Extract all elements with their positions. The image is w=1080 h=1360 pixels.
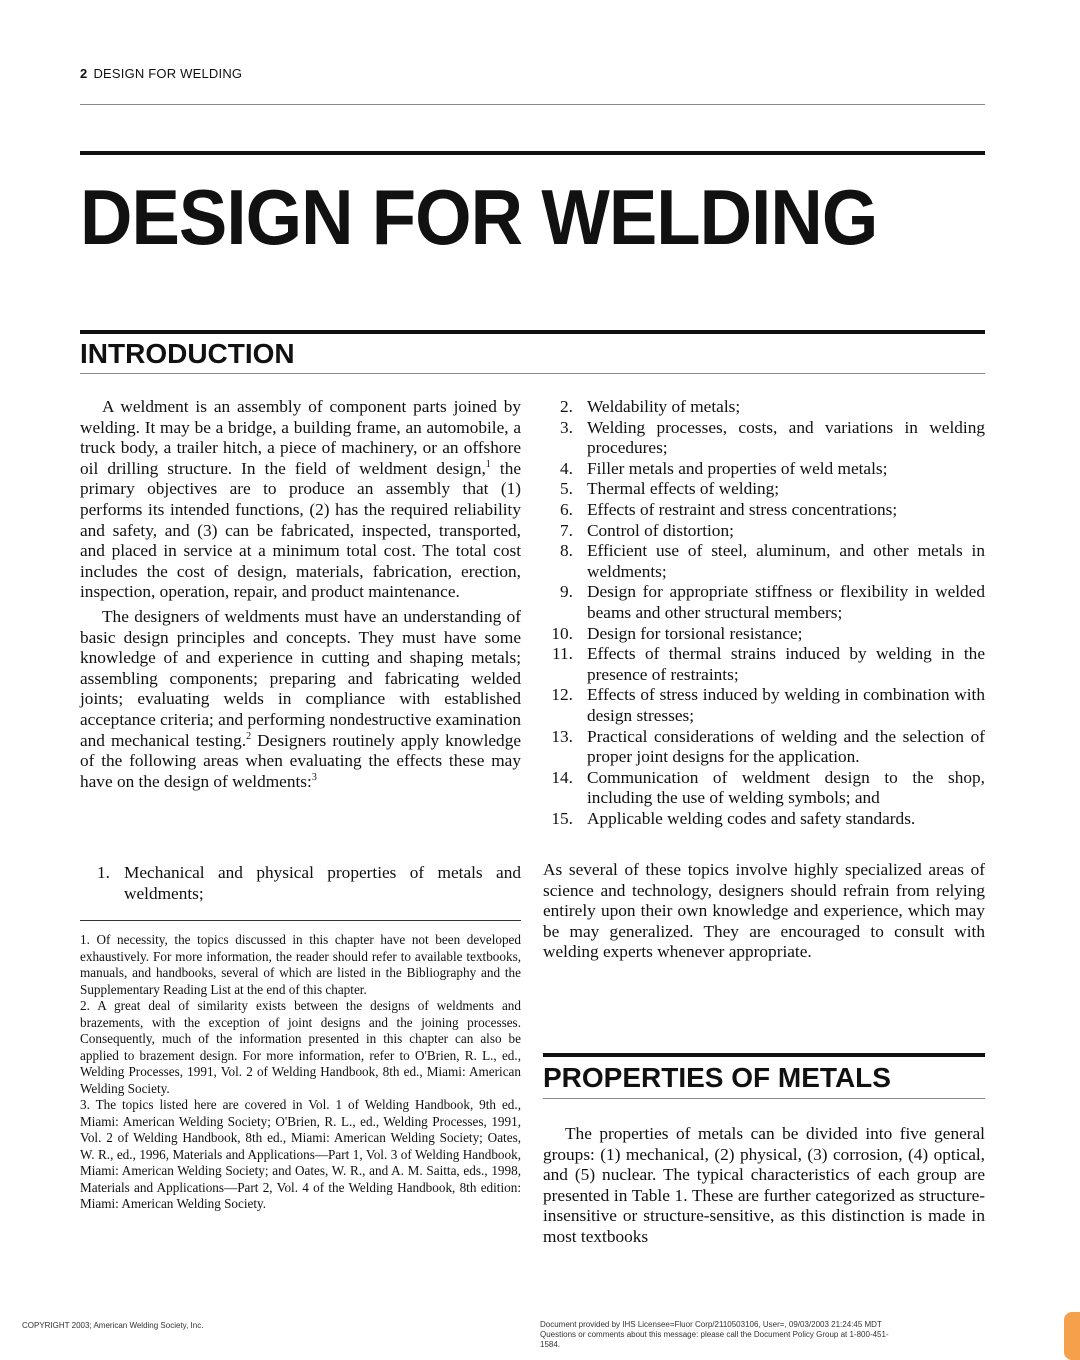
- list-item: [543, 727, 985, 768]
- list-item-text: Filler metals and properties of weld metals;: [587, 458, 888, 478]
- list-item-text: Practical considerations of welding and the selection of proper joint designs for the application.: [587, 726, 985, 767]
- list-item-number: 12.: [551, 685, 573, 705]
- page-number: 2: [80, 66, 88, 81]
- list-item-number: 9.: [560, 582, 573, 602]
- scroll-tab[interactable]: [1064, 1312, 1080, 1360]
- list-item-number: 1.: [97, 863, 110, 882]
- list-item-number: 7.: [560, 520, 573, 540]
- list-item-text: Design for torsional resistance;: [587, 623, 803, 643]
- list-item-number: 15.: [551, 808, 573, 828]
- list-item-number: 8.: [560, 541, 573, 561]
- list-item-number: 4.: [560, 458, 573, 478]
- running-head-title: DESIGN FOR WELDING: [93, 66, 243, 81]
- list-item-text: Thermal effects of welding;: [587, 479, 780, 499]
- footnote-rule: [80, 920, 521, 921]
- list-item: [543, 809, 985, 830]
- intro-paragraph-1: A weldment is an assembly of component parts joined by welding. It may be a bridge, a building frame, an automobile, a truck body, a trailer hitch, a piece of machinery, or an offshore oil drilling structure. In the field of weldment design,$^1$ the primary objectives are to produce an assembly that (1) performs its intended functions, (2) has the required reliability and safety, and (3) can be fabricated, inspected, transported, and placed in service at a minimum total cost. The total cost includes the cost of design, materials, fabrication, erection, inspection, operation, repair, and product maintenance.: [80, 397, 522, 602]
- list-item-text: Communication of weldment design to the shop, including the use of welding symbols; and: [587, 767, 985, 808]
- intro-heading-underline: [80, 373, 985, 374]
- list-item: [543, 685, 985, 726]
- intro-list-left: [80, 863, 521, 904]
- list-item-text: Control of distortion;: [587, 520, 734, 540]
- intro-heading-rule: [80, 330, 985, 334]
- list-item-number: 3.: [560, 417, 573, 437]
- list-item: [543, 768, 985, 809]
- footnote-3: 3. The topics listed here are covered in Vol. 1 of Welding Handbook, 9th ed., Miami: American Welding Society; O'Brien, R. L., ed., Welding Processes, 1991, Vol. 2 of Welding Handbook, 8th ed., Miami: American Welding Society; Oates, W. R., ed., 1996, Materials and Applications—Part 1, Vol. 3 of Welding Handbook, Miami: American Welding Society; and Oates, W. R., and A. M. Saitta, eds., 1998, Materials and Applications—Part 2, Vol. 4 of the Welding Handbook, 8th edition: Miami: American Welding Society.: [80, 1097, 521, 1211]
- properties-heading: PROPERTIES OF METALS: [543, 1062, 891, 1093]
- list-item: [543, 541, 985, 582]
- footnote-2: 2. A great deal of similarity exists between the designs of weldments and brazements, with the exception of joint designs and the joining processes. Consequently, much of the information presented in this chapter can also be applied to brazement design. For more information, refer to O'Brien, R. L., ed., Welding Processes, 1991, Vol. 2 of Welding Handbook, 8th ed., Miami: American Welding Society.: [80, 998, 521, 1096]
- list-item-text: Welding processes, costs, and variations in welding procedures;: [587, 417, 985, 458]
- list-item: [543, 479, 985, 500]
- properties-column: [543, 1124, 985, 1248]
- properties-heading-rule: [543, 1053, 985, 1057]
- list-item-number: 11.: [552, 644, 573, 664]
- list-item: [543, 644, 985, 685]
- list-item-text: Effects of stress induced by welding in combination with design stresses;: [587, 685, 985, 725]
- intro-closing-paragraph: As several of these topics involve highly specialized areas of science and technology, designers should refrain from relying entirely upon their own knowledge and experience, which may be may generalized. They are encouraged to consult with welding experts whenever appropriate.: [543, 860, 985, 962]
- list-item-text: Design for appropriate stiffness or flexibility in welded beams and other structural members;: [587, 582, 985, 622]
- list-item-number: 5.: [560, 479, 573, 499]
- properties-heading-underline: [543, 1098, 985, 1099]
- list-item: [543, 624, 985, 645]
- intro-list-right: [543, 397, 985, 829]
- list-item: [543, 397, 985, 418]
- list-item-text: Effects of restraint and stress concentrations;: [587, 499, 898, 519]
- list-item-number: 14.: [551, 767, 573, 787]
- chapter-title: DESIGN FOR WELDING: [80, 173, 878, 261]
- list-item-text: Weldability of metals;: [587, 397, 741, 416]
- list-item: [543, 418, 985, 459]
- list-item-number: 2.: [560, 397, 573, 416]
- intro-closing: [543, 860, 985, 963]
- topic-list-part-1: [80, 863, 521, 904]
- footnotes: [80, 932, 521, 1213]
- introduction-heading: INTRODUCTION: [80, 338, 295, 369]
- copyright-notice: COPYRIGHT 2003; American Welding Society, Inc.: [22, 1321, 204, 1330]
- list-item: [543, 459, 985, 480]
- list-item-number: 10.: [551, 623, 573, 643]
- intro-paragraph-2: The designers of weldments must have an understanding of basic design principles and concepts. They must have some knowledge of and experience in cutting and shaping metals; assembling components; preparing and fabricating welded joints; evaluating welds in compliance with established acceptance criteria; and performing nondestructive examination and mechanical testing.$^2$ Designers routinely apply knowledge of the following areas when evaluating the effects these may have on the design of weldments:$^3$: [80, 606, 522, 791]
- list-item-text: Efficient use of steel, aluminum, and other metals in weldments;: [587, 541, 985, 581]
- list-item: [80, 863, 521, 904]
- list-item: [543, 500, 985, 521]
- properties-paragraph-1: The properties of metals can be divided into five general groups: (1) mechanical, (2) physical, (3) corrosion, (4) optical, and (5) nuclear. The typical characteristics of each group are presented in Table 1. These are further categorized as structure-insensitive or structure-sensitive, as this distinction is made in most textbooks: [543, 1124, 985, 1246]
- list-item-number: 13.: [551, 726, 573, 746]
- document-provider-notice: Document provided by IHS Licensee=Fluor Corp/2110503106, User=, 09/03/2003 21:24:45 MDT Questions or comments about this message: please call the Document Policy Group at 1-800-451-1584.: [540, 1320, 889, 1349]
- intro-left-column: [80, 397, 521, 792]
- list-item-text: Mechanical and physical properties of metals and weldments;: [124, 863, 521, 903]
- list-item-number: 6.: [560, 499, 573, 519]
- running-head: [80, 66, 242, 81]
- list-item-text: Effects of thermal strains induced by welding in the presence of restraints;: [587, 644, 985, 684]
- footnote-1: 1. Of necessity, the topics discussed in this chapter have not been developed exhaustively. For more information, the reader should refer to available textbooks, manuals, and handbooks, several of which are listed in the Bibliography and the Supplementary Reading List at the end of this chapter.: [80, 932, 521, 997]
- title-rule: [80, 151, 985, 155]
- header-rule: [80, 104, 985, 105]
- list-item-text: Applicable welding codes and safety standards.: [587, 808, 916, 828]
- topic-list-part-2: [543, 397, 985, 829]
- list-item: [543, 521, 985, 542]
- list-item: [543, 582, 985, 623]
